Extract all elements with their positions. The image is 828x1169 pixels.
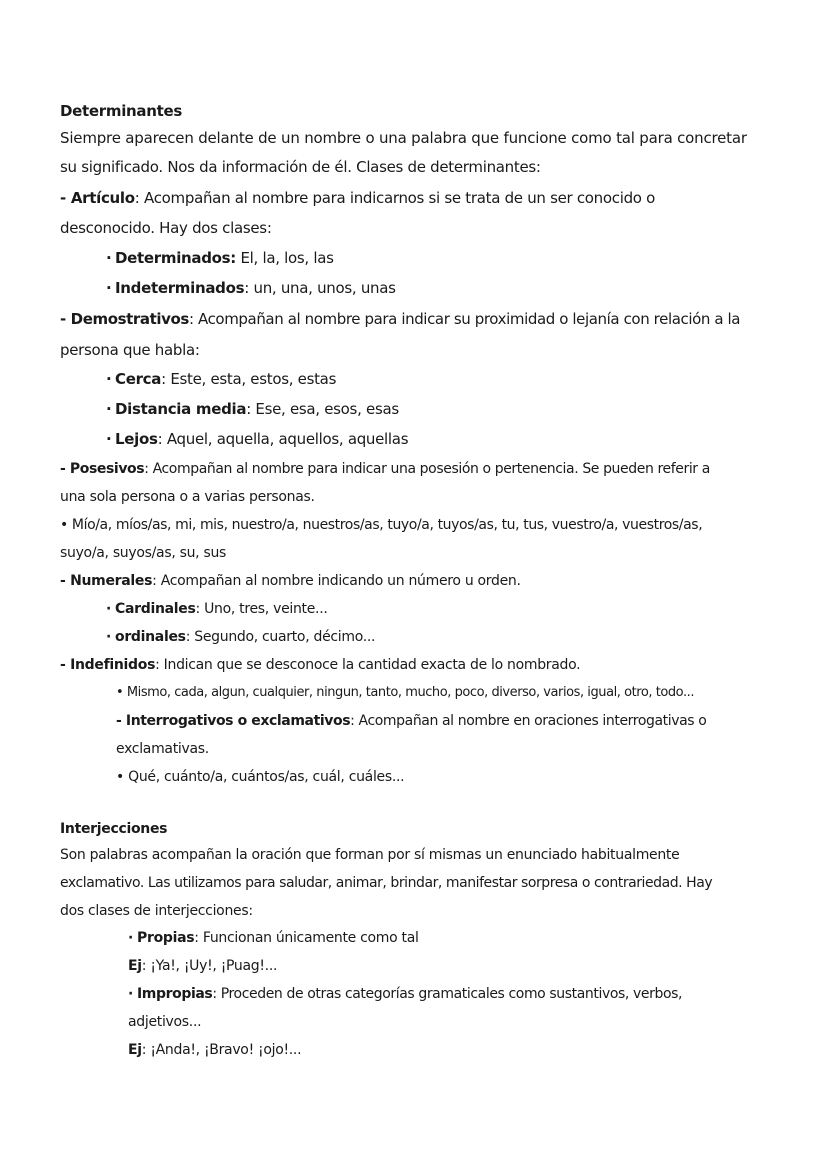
interjecciones-intro-line3: dos clases de interjecciones: bbox=[60, 903, 253, 919]
section-title-interjecciones: Interjecciones bbox=[60, 821, 168, 837]
impropias-example bbox=[128, 1040, 301, 1060]
interjecciones-intro-line1: Son palabras acompañan la oración que forman por sí mismas un enunciado habitualmente bbox=[60, 847, 680, 863]
bullet-dot: · bbox=[106, 629, 112, 645]
articulo-line1 bbox=[60, 188, 655, 208]
articulo-label: - Artículo bbox=[60, 189, 135, 207]
distancia-media-label: Distancia media bbox=[115, 400, 247, 418]
determinantes-intro-line1: Siempre aparecen delante de un nombre o una palabra que funcione como tal para concretar bbox=[60, 129, 747, 147]
demostrativos-text1: : Acompañan al nombre para indicar su proximidad o lejanía con relación a la bbox=[188, 310, 741, 328]
bullet-dot: · bbox=[106, 279, 112, 297]
bullet-dot: · bbox=[128, 986, 133, 1002]
bullet-dot: · bbox=[128, 930, 134, 946]
indeterminados-text: : un, una, unos, unas bbox=[244, 279, 396, 297]
posesivos-list-line1: • Mío/a, míos/as, mi, mis, nuestro/a, nuestros/as, tuyo/a, tuyos/as, tu, tus, vuestro/a, vuestros/as, bbox=[60, 517, 703, 533]
bullet-dot: · bbox=[106, 249, 112, 267]
propias-example-text: : ¡Ya!, ¡Uy!, ¡Puag!... bbox=[141, 958, 278, 974]
lejos-text: : Aquel, aquella, aquellos, aquellas bbox=[157, 430, 409, 448]
interrogativos-line1 bbox=[116, 711, 706, 731]
bullet-lejos bbox=[106, 429, 408, 449]
bullet-determinados bbox=[106, 248, 334, 268]
determinados-label: Determinados: bbox=[115, 249, 237, 267]
section-title-determinantes: Determinantes bbox=[60, 102, 182, 120]
articulo-line2: desconocido. Hay dos clases: bbox=[60, 219, 272, 237]
posesivos-line1 bbox=[60, 459, 710, 479]
bullet-impropias bbox=[128, 984, 682, 1004]
cardinales-text: : Uno, tres, veinte... bbox=[195, 601, 328, 617]
propias-label: Propias bbox=[137, 930, 195, 946]
indeterminados-label: Indeterminados bbox=[115, 279, 245, 297]
propias-text: : Funcionan únicamente como tal bbox=[194, 930, 419, 946]
posesivos-text1: : Acompañan al nombre para indicar una posesión o pertenencia. Se pueden referir a bbox=[144, 461, 710, 477]
ordinales-text: : Segundo, cuarto, décimo... bbox=[185, 629, 376, 645]
distancia-media-text: : Ese, esa, esos, esas bbox=[246, 400, 399, 418]
bullet-indeterminados bbox=[106, 278, 396, 298]
indefinidos-label: - Indefinidos bbox=[60, 657, 156, 673]
posesivos-line2: una sola persona o a varias personas. bbox=[60, 489, 315, 505]
ej-label: Ej bbox=[128, 958, 142, 974]
impropias-text1: : Proceden de otras categorías gramaticales como sustantivos, verbos, bbox=[212, 986, 683, 1002]
numerales-line bbox=[60, 571, 521, 591]
determinados-text: El, la, los, las bbox=[236, 249, 334, 267]
cerca-label: Cerca bbox=[115, 370, 162, 388]
demostrativos-label: - Demostrativos bbox=[60, 310, 189, 328]
propias-example bbox=[128, 956, 277, 976]
lejos-label: Lejos bbox=[115, 430, 158, 448]
interrogativos-line2: exclamativas. bbox=[116, 741, 209, 757]
determinantes-intro-line2: su significado. Nos da información de él. Clases de determinantes: bbox=[60, 158, 541, 176]
cerca-text: : Este, esta, estos, estas bbox=[161, 370, 337, 388]
impropias-line2: adjetivos... bbox=[128, 1014, 202, 1030]
impropias-label: Impropias bbox=[137, 986, 213, 1002]
interjecciones-intro-line2: exclamativo. Las utilizamos para saludar, animar, brindar, manifestar sorpresa o contrariedad. Hay bbox=[60, 875, 713, 891]
indefinidos-line bbox=[60, 655, 580, 675]
bullet-dot: · bbox=[106, 601, 112, 617]
bullet-dot: · bbox=[106, 430, 112, 448]
interrogativos-text1: : Acompañan al nombre en oraciones interrogativas o bbox=[350, 713, 707, 729]
ej-label: Ej bbox=[128, 1042, 142, 1058]
indefinidos-list: • Mismo, cada, algun, cualquier, ningun, tanto, mucho, poco, diverso, varios, igual, otro, todo... bbox=[116, 685, 695, 700]
bullet-dot: · bbox=[106, 370, 112, 388]
bullet-dot: · bbox=[106, 400, 112, 418]
posesivos-label: - Posesivos bbox=[60, 461, 145, 477]
demostrativos-line1 bbox=[60, 309, 740, 329]
bullet-propias bbox=[128, 928, 419, 948]
bullet-distancia-media bbox=[106, 399, 399, 419]
impropias-example-text: : ¡Anda!, ¡Bravo! ¡ojo!... bbox=[141, 1042, 302, 1058]
indefinidos-text: : Indican que se desconoce la cantidad exacta de lo nombrado. bbox=[155, 657, 581, 673]
interrogativos-label: - Interrogativos o exclamativos bbox=[116, 713, 351, 729]
interrogativos-list: • Qué, cuánto/a, cuántos/as, cuál, cuáles... bbox=[116, 769, 405, 785]
cardinales-label: Cardinales bbox=[115, 601, 196, 617]
articulo-text1: : Acompañan al nombre para indicarnos si se trata de un ser conocido o bbox=[134, 189, 656, 207]
numerales-text: : Acompañan al nombre indicando un número u orden. bbox=[152, 573, 521, 589]
demostrativos-line2: persona que habla: bbox=[60, 341, 200, 359]
bullet-ordinales bbox=[106, 627, 375, 647]
numerales-label: - Numerales bbox=[60, 573, 153, 589]
posesivos-list-line2: suyo/a, suyos/as, su, sus bbox=[60, 545, 227, 561]
bullet-cardinales bbox=[106, 599, 328, 619]
ordinales-label: ordinales bbox=[115, 629, 186, 645]
bullet-cerca bbox=[106, 369, 336, 389]
